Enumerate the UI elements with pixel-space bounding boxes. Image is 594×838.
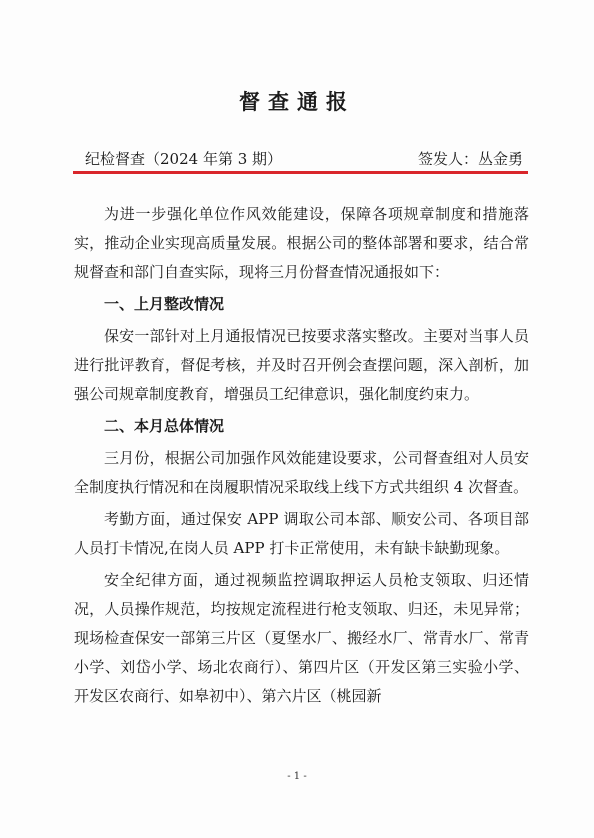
signer-line: 签发人：丛金勇	[417, 150, 523, 168]
section-2-paragraph-2: 考勤方面，通过保安 APP 调取公司本部、顺安公司、各项目部人员打卡情况,在岗人员 APP 打卡正常使用，未有缺卡缺勤现象。	[74, 510, 529, 557]
intro-paragraph: 为进一步强化单位作风效能建设，保障各项规章制度和措施落实，推动企业实现高质量发展。根据公司的整体部署和要求，结合常规督查和部门自查实际，现将三月份督查情况通报如下：	[74, 205, 529, 281]
section-2-paragraph-3: 安全纪律方面，通过视频监控调取押运人员枪支领取、归还情况，人员操作规范，均按规定流程进行枪支领取、归还，未见异常；现场检查保安一部第三片区（夏堡水厂、搬经水厂、常青水厂、常青小学、刘岱小学、场北农商行）、第四片区（开发区第三实验小学、开发区农商行、如皋初中）、第六片区（桃园新	[74, 571, 529, 705]
document-title: 督查通报	[239, 89, 355, 114]
page-number: - 1 -	[287, 771, 307, 782]
section-1-paragraph: 保安一部针对上月通报情况已按要求落实整改。主要对当事人员进行批评教育，督促考核，并及时召开例会查摆问题，深入剖析，加强公司规章制度教育，增强员工纪律意识，强化制度约束力。	[74, 327, 529, 403]
section-heading-1: 一、上月整改情况	[104, 295, 225, 313]
section-heading-2: 二、本月总体情况	[104, 417, 225, 435]
section-2-paragraph-1: 三月份，根据公司加强作风效能建设要求，公司督查组对人员安全制度执行情况和在岗履职情况采取线上线下方式共组织 4 次督查。	[74, 449, 529, 496]
red-divider-rule	[73, 171, 528, 174]
issuer-line: 纪检督查（2024 年第 3 期）	[85, 150, 283, 168]
document-body	[74, 200, 529, 714]
